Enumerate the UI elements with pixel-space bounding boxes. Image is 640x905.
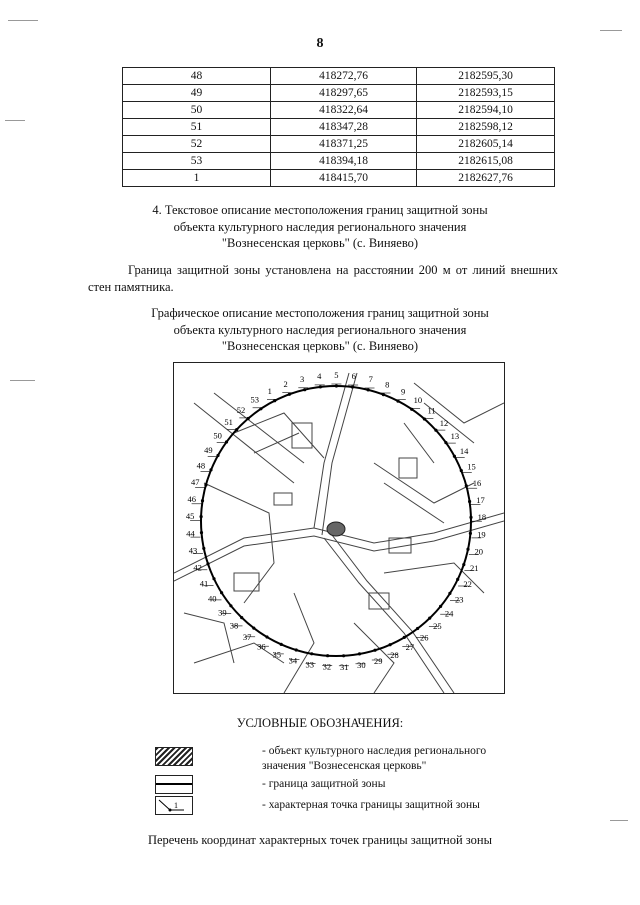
boundary-point bbox=[444, 441, 447, 444]
boundary-point-label: 27 bbox=[405, 641, 415, 652]
boundary-point-label: 1 bbox=[267, 385, 272, 396]
boundary-point-label: 51 bbox=[224, 417, 233, 428]
coord-x: 418394,18 bbox=[271, 153, 417, 170]
boundary-point bbox=[367, 388, 370, 391]
coord-y: 2182615,08 bbox=[417, 153, 555, 170]
boundary-point bbox=[460, 469, 463, 472]
boundary-point bbox=[201, 499, 204, 502]
boundary-point-label: 38 bbox=[229, 620, 239, 631]
boundary-point-label: 39 bbox=[218, 607, 227, 618]
boundary-point-label: 3 bbox=[299, 374, 305, 384]
legend-object-line-2: значения "Вознесенская церковь" bbox=[262, 759, 427, 772]
graphic-heading-line-1: Графическое описание местоположения границ защитной зоны bbox=[151, 306, 489, 320]
legend-point-swatch bbox=[155, 796, 193, 815]
boundary-point-label: 19 bbox=[477, 529, 486, 540]
boundary-point bbox=[448, 592, 451, 595]
boundary-point-label: 17 bbox=[476, 494, 485, 505]
table-row bbox=[123, 170, 555, 187]
boundary-point-label: 20 bbox=[474, 546, 484, 557]
legend-title: УСЛОВНЫЕ ОБОЗНАЧЕНИЯ: bbox=[236, 716, 404, 730]
boundary-point bbox=[229, 604, 232, 607]
protection-zone-map bbox=[173, 362, 505, 694]
boundary-point bbox=[209, 468, 212, 471]
boundary-point-label: 44 bbox=[186, 528, 195, 539]
legend-boundary-line bbox=[156, 783, 192, 785]
church-object-marker bbox=[327, 522, 345, 536]
boundary-point bbox=[462, 563, 465, 566]
boundary-point bbox=[265, 635, 268, 638]
graphic-heading-line-3: "Вознесенская церковь" (с. Виняево) bbox=[221, 339, 419, 353]
scan-artifact bbox=[10, 380, 35, 381]
boundary-point-label: 50 bbox=[213, 430, 222, 441]
boundary-point bbox=[469, 516, 472, 519]
coord-y: 2182593,15 bbox=[417, 85, 555, 102]
graphic-heading bbox=[0, 305, 640, 355]
boundary-point-label: 11 bbox=[427, 405, 436, 416]
boundary-point bbox=[202, 547, 205, 550]
boundary-point-label: 47 bbox=[191, 477, 200, 488]
legend-point-label: 1 bbox=[174, 801, 178, 810]
coordinates-table bbox=[122, 67, 555, 187]
legend-point-text: - характерная точка границы защитной зоны bbox=[262, 799, 480, 811]
boundary-point bbox=[428, 617, 431, 620]
point-number: 1 bbox=[123, 170, 271, 187]
boundary-point-label: 23 bbox=[454, 594, 464, 605]
coord-x: 418347,28 bbox=[271, 119, 417, 136]
boundary-point-label: 24 bbox=[444, 608, 454, 619]
boundary-point bbox=[469, 532, 472, 535]
boundary-point-label: 28 bbox=[390, 649, 399, 660]
scan-artifact bbox=[5, 120, 25, 121]
boundary-point-label: 13 bbox=[450, 431, 460, 442]
boundary-point bbox=[403, 636, 406, 639]
page-number: 8 bbox=[316, 36, 324, 51]
boundary-point-label: 10 bbox=[413, 395, 423, 406]
boundary-point-label: 2 bbox=[283, 379, 288, 389]
boundary-point-label: 4 bbox=[317, 371, 322, 381]
boundary-point-label: 35 bbox=[272, 649, 281, 660]
legend-object-line-1: - объект культурного наследия регионального bbox=[262, 745, 487, 757]
boundary-point bbox=[288, 393, 291, 396]
table-row bbox=[123, 136, 555, 153]
coord-y: 2182594,10 bbox=[417, 102, 555, 119]
boundary-point bbox=[423, 417, 426, 420]
section-4-heading bbox=[0, 202, 640, 252]
boundary-point bbox=[465, 484, 468, 487]
boundary-point bbox=[326, 654, 329, 657]
table-row bbox=[123, 68, 555, 85]
coord-y: 2182627,76 bbox=[417, 170, 555, 187]
boundary-point bbox=[439, 605, 442, 608]
legend-object-text bbox=[262, 744, 486, 773]
scan-artifact bbox=[8, 20, 38, 21]
boundary-point-label: 46 bbox=[187, 494, 196, 504]
boundary-point-label: 16 bbox=[472, 477, 482, 488]
boundary-point-label: 15 bbox=[467, 461, 476, 472]
boundary-point bbox=[303, 388, 306, 391]
footer-caption: Перечень координат характерных точек границы защитной зоны bbox=[147, 833, 493, 847]
boundary-point bbox=[200, 515, 203, 518]
boundary-point bbox=[456, 578, 459, 581]
boundary-point-label: 8 bbox=[385, 379, 390, 390]
boundary-point bbox=[206, 562, 209, 565]
boundary-point bbox=[247, 417, 250, 420]
boundary-point bbox=[382, 393, 385, 396]
boundary-point-label: 52 bbox=[236, 405, 246, 416]
boundary-point-label: 49 bbox=[204, 445, 213, 456]
boundary-point bbox=[204, 483, 207, 486]
coord-x: 418322,64 bbox=[271, 102, 417, 119]
boundary-point bbox=[358, 652, 361, 655]
boundary-point bbox=[252, 627, 255, 630]
boundary-point-label: 43 bbox=[188, 545, 198, 556]
point-number: 51 bbox=[123, 119, 271, 136]
boundary-point-label: 36 bbox=[257, 641, 266, 652]
point-number: 52 bbox=[123, 136, 271, 153]
section-4-line-1: 4. Текстовое описание местоположения границ защитной зоны bbox=[152, 203, 488, 217]
section-4-line-2: объекта культурного наследия регионального значения bbox=[173, 219, 467, 234]
boundary-point bbox=[212, 577, 215, 580]
coord-y: 2182605,14 bbox=[417, 136, 555, 153]
boundary-point-label: 22 bbox=[463, 579, 472, 590]
boundary-point-label: 48 bbox=[196, 460, 206, 471]
boundary-point bbox=[310, 652, 313, 655]
boundary-point bbox=[295, 648, 298, 651]
boundary-point-label: 41 bbox=[199, 578, 209, 589]
map-drawing bbox=[174, 363, 504, 693]
boundary-point-label: 25 bbox=[433, 621, 442, 632]
boundary-point-label: 32 bbox=[322, 661, 332, 672]
boundary-point bbox=[220, 591, 223, 594]
point-number: 53 bbox=[123, 153, 271, 170]
coord-x: 418297,65 bbox=[271, 85, 417, 102]
boundary-point bbox=[225, 440, 228, 443]
scan-artifact bbox=[600, 30, 622, 31]
boundary-point bbox=[351, 385, 354, 388]
legend-object-swatch bbox=[155, 747, 193, 766]
boundary-point bbox=[342, 654, 345, 657]
table-row bbox=[123, 119, 555, 136]
boundary-point-label: 37 bbox=[242, 631, 252, 642]
boundary-point-label: 40 bbox=[208, 593, 217, 604]
boundary-paragraph: Граница защитной зоны установлена на расстоянии 200 м от линий внешних стен памятника. bbox=[88, 263, 558, 294]
boundary-point bbox=[389, 643, 392, 646]
boundary-point-label: 42 bbox=[193, 562, 202, 573]
boundary-point-label: 9 bbox=[400, 386, 406, 397]
boundary-point-label: 30 bbox=[357, 659, 366, 670]
legend-boundary-swatch bbox=[155, 775, 193, 794]
coord-x: 418371,25 bbox=[271, 136, 417, 153]
boundary-point-label: 33 bbox=[305, 659, 314, 670]
boundary-point bbox=[319, 385, 322, 388]
point-number: 50 bbox=[123, 102, 271, 119]
boundary-point bbox=[240, 616, 243, 619]
boundary-point bbox=[373, 649, 376, 652]
boundary-point-label: 29 bbox=[373, 655, 383, 666]
table-row bbox=[123, 153, 555, 170]
scan-artifact bbox=[610, 820, 628, 821]
boundary-point-label: 34 bbox=[288, 655, 298, 666]
protection-zone-boundary bbox=[201, 386, 471, 656]
boundary-point bbox=[416, 627, 419, 630]
boundary-point-label: 21 bbox=[469, 563, 479, 574]
table-row bbox=[123, 85, 555, 102]
boundary-point bbox=[466, 548, 469, 551]
boundary-point bbox=[468, 500, 471, 503]
boundary-point-label: 45 bbox=[185, 511, 195, 522]
boundary-point-label: 6 bbox=[351, 371, 356, 382]
coord-x: 418272,76 bbox=[271, 68, 417, 85]
section-4-line-3: "Вознесенская церковь" (с. Виняево) bbox=[221, 236, 419, 250]
boundary-point-label: 7 bbox=[368, 374, 373, 385]
legend-point-icon bbox=[156, 797, 192, 814]
boundary-point bbox=[335, 384, 338, 387]
coord-y: 2182598,12 bbox=[417, 119, 555, 136]
boundary-point-label: 5 bbox=[334, 370, 339, 380]
boundary-point-label: 53 bbox=[250, 394, 260, 405]
boundary-point-label: 18 bbox=[477, 512, 487, 523]
boundary-point bbox=[200, 531, 203, 534]
boundary-point bbox=[280, 643, 283, 646]
coord-x: 418415,70 bbox=[271, 170, 417, 187]
boundary-point-label: 14 bbox=[459, 445, 469, 456]
boundary-point-label: 12 bbox=[439, 417, 449, 428]
graphic-heading-line-2: объекта культурного наследия регионального значения bbox=[173, 322, 467, 337]
point-number: 48 bbox=[123, 68, 271, 85]
table-row bbox=[123, 102, 555, 119]
boundary-point-label: 26 bbox=[419, 632, 429, 643]
boundary-point-label: 31 bbox=[339, 661, 349, 672]
point-number: 49 bbox=[123, 85, 271, 102]
legend-boundary-text: - граница защитной зоны bbox=[262, 778, 386, 790]
coord-y: 2182595,30 bbox=[417, 68, 555, 85]
